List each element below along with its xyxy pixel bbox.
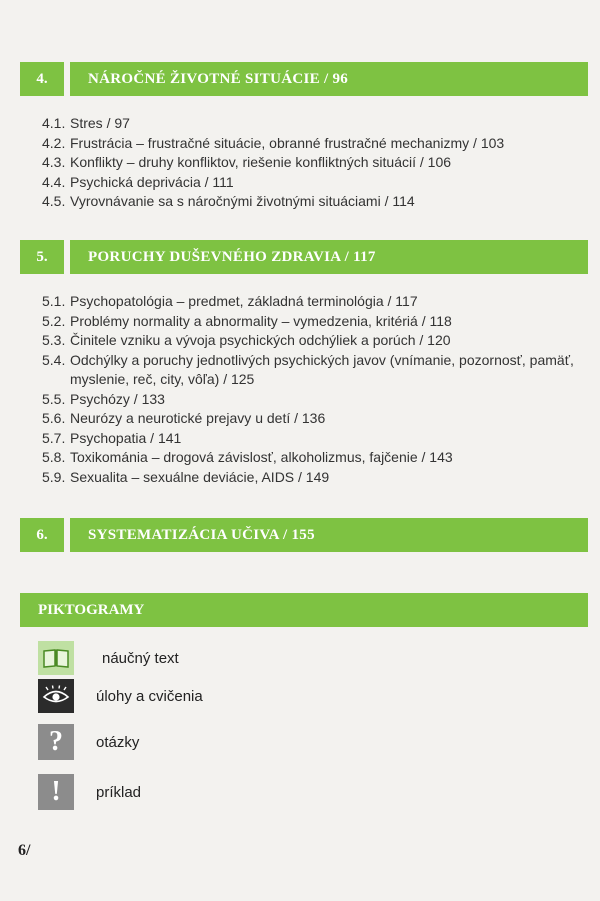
item-text: Psychózy / 133 — [70, 390, 165, 407]
item-text: Psychická deprivácia / 111 — [70, 173, 234, 190]
list-item — [42, 429, 582, 449]
item-number: 4.4. — [42, 173, 66, 190]
legend-label: úlohy a cvičenia — [96, 687, 203, 705]
item-number: 5.9. — [42, 468, 66, 485]
item-text: Toxikománia – drogová závislosť, alkoholizmus, fajčenie / 143 — [70, 449, 453, 465]
page-number: 6/ — [18, 842, 31, 859]
item-number: 4.3. — [42, 154, 66, 170]
legend-item-question — [38, 724, 139, 760]
section-title: SYSTEMATIZÁCIA UČIVA / 155 — [70, 518, 588, 552]
eye-icon — [38, 679, 74, 713]
item-number: 5.7. — [42, 429, 66, 446]
item-text: Problémy normality a abnormality – vymedzenia, kritériá / 118 — [70, 312, 452, 329]
item-number: 4.1. — [42, 115, 66, 131]
list-item — [42, 134, 582, 154]
legend-label: otázky — [96, 733, 140, 751]
list-item — [42, 153, 582, 173]
item-number: 5.3. — [42, 332, 66, 348]
item-text: Psychopatológia – predmet, základná terminológia / 117 — [70, 293, 418, 309]
item-text: Konflikty – druhy konfliktov, riešenie konfliktných situácií / 106 — [70, 154, 452, 170]
legend-item-exclamation — [38, 774, 141, 810]
question-mark-icon: ? — [38, 724, 74, 760]
book-icon — [38, 641, 74, 675]
section-5-list — [42, 292, 582, 487]
item-number: 5.5. — [42, 390, 66, 407]
list-item — [42, 312, 582, 332]
exclamation-mark-icon: ! — [38, 774, 74, 810]
section-title: PORUCHY DUŠEVNÉHO ZDRAVIA / 117 — [70, 240, 588, 274]
item-number: 5.2. — [42, 312, 66, 329]
item-number: 5.1. — [42, 293, 66, 309]
list-item — [42, 409, 582, 429]
section-6-header — [20, 518, 588, 552]
legend-item-eye — [38, 679, 203, 713]
legend-label: príklad — [96, 783, 142, 801]
list-item — [42, 292, 582, 312]
list-item — [42, 173, 582, 193]
list-item — [42, 114, 582, 134]
section-4-list — [42, 114, 582, 212]
item-number: 4.2. — [42, 134, 66, 151]
list-item — [42, 448, 582, 468]
item-number: 5.8. — [42, 449, 66, 465]
section-4-header — [20, 62, 588, 96]
item-text: Činitele vzniku a vývoja psychických odchýliek a porúch / 120 — [70, 332, 451, 348]
list-item — [42, 331, 582, 351]
section-number: 4. — [20, 62, 64, 96]
item-text: Frustrácia – frustračné situácie, obranné frustračné mechanizmy / 103 — [70, 134, 505, 151]
legend-label: náučný text — [102, 649, 179, 667]
item-text: Psychopatia / 141 — [70, 429, 182, 446]
item-text: Neurózy a neurotické prejavy u detí / 136 — [70, 410, 326, 426]
item-text: Odchýlky a poruchy jednotlivých psychických javov (vnímanie, pozornosť, pamäť, myslenie, reč, city, vôľa) / 125 — [70, 351, 574, 387]
section-number: 6. — [20, 518, 64, 552]
section-number: 5. — [20, 240, 64, 274]
section-5-header — [20, 240, 588, 274]
legend-item-book — [38, 641, 179, 675]
item-number: 5.4. — [42, 351, 66, 368]
item-number: 5.6. — [42, 410, 66, 426]
legend-header: PIKTOGRAMY — [20, 593, 588, 627]
list-item — [42, 192, 582, 212]
list-item — [42, 468, 582, 488]
item-text: Vyrovnávanie sa s náročnými životnými situáciami / 114 — [70, 193, 415, 209]
item-text: Stres / 97 — [70, 115, 130, 131]
item-number: 4.5. — [42, 193, 66, 209]
item-text: Sexualita – sexuálne deviácie, AIDS / 149 — [70, 468, 330, 485]
list-item — [42, 390, 582, 410]
list-item — [42, 351, 582, 390]
section-title: NÁROČNÉ ŽIVOTNÉ SITUÁCIE / 96 — [70, 62, 588, 96]
